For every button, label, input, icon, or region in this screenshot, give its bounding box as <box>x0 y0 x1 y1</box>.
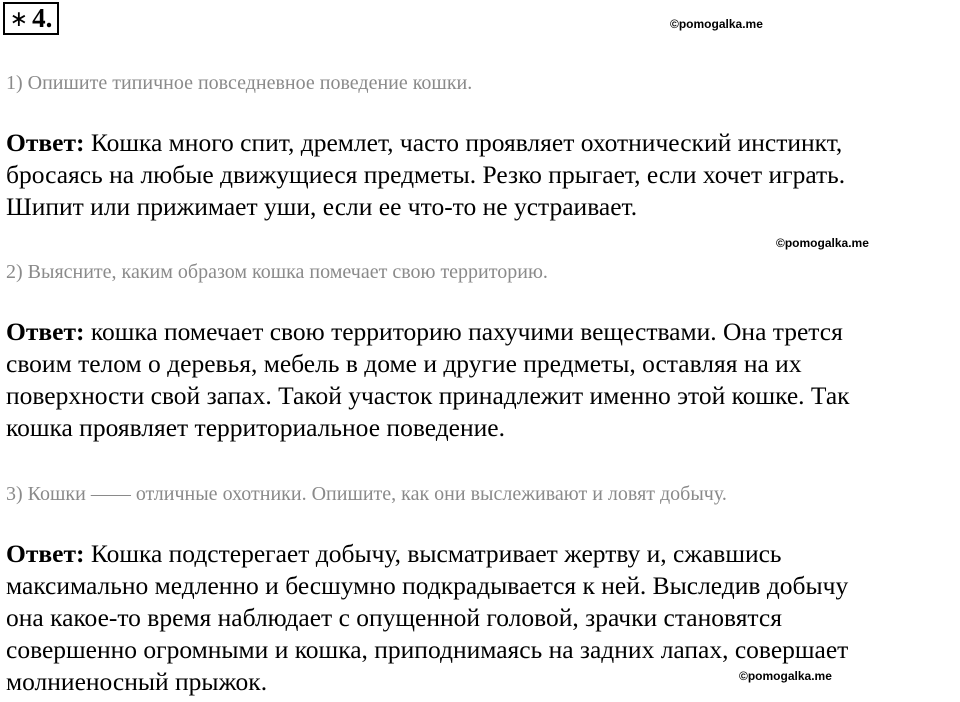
answer-text: Кошка подстерегает добычу, высматривает жертву и, сжавшись <box>84 539 782 568</box>
answer-line: кошка проявляет территориальное поведение. <box>6 413 505 442</box>
answer-line <box>6 316 956 348</box>
answer-line: максимально медленно и бесшумно подкрадывается к ней. Выследив добычу <box>6 571 849 600</box>
answer-label: Ответ: <box>6 128 85 157</box>
answer-text: Кошка много спит, дремлет, часто проявляет охотнический инстинкт, <box>84 128 843 157</box>
task-number: 4. <box>32 3 53 33</box>
answer-label: Ответ: <box>6 539 85 568</box>
answer-line: бросаясь на любые движущиеся предметы. Резко прыгает, если хочет играть. <box>6 160 846 189</box>
answer-line <box>6 127 956 159</box>
watermark: ©pomogalka.me <box>739 669 832 683</box>
answer-line: Шипит или прижимает уши, если ее что-то не устраивает. <box>6 192 638 221</box>
answer-line: она какое-то время наблюдает с опущенной головой, зрачки становятся <box>6 603 782 632</box>
answer-3 <box>6 538 956 698</box>
answer-label: Ответ: <box>6 317 85 346</box>
question-1: 1) Опишите типичное повседневное поведение кошки. <box>6 72 473 94</box>
answer-line: своим телом о деревья, мебель в доме и другие предметы, оставляя на их <box>6 349 802 378</box>
answer-2 <box>6 316 956 444</box>
answer-line: молниеносный прыжок. <box>6 667 268 696</box>
question-3: 3) Кошки —— отличные охотники. Опишите, как они выслеживают и ловят добычу. <box>6 483 727 505</box>
task-number-box <box>3 2 59 35</box>
watermark: ©pomogalka.me <box>776 236 869 250</box>
watermark: ©pomogalka.me <box>670 17 763 31</box>
answer-line: совершенно огромными и кошка, приподнимаясь на задних лапах, совершает <box>6 635 849 664</box>
star-icon: ∗ <box>9 5 29 31</box>
answer-1 <box>6 127 956 223</box>
answer-text: кошка помечает свою территорию пахучими веществами. Она трется <box>84 317 843 346</box>
answer-line <box>6 538 956 570</box>
question-2: 2) Выясните, каким образом кошка помечает свою территорию. <box>6 261 548 283</box>
answer-line: поверхности свой запах. Такой участок принадлежит именно этой кошке. Так <box>6 381 850 410</box>
